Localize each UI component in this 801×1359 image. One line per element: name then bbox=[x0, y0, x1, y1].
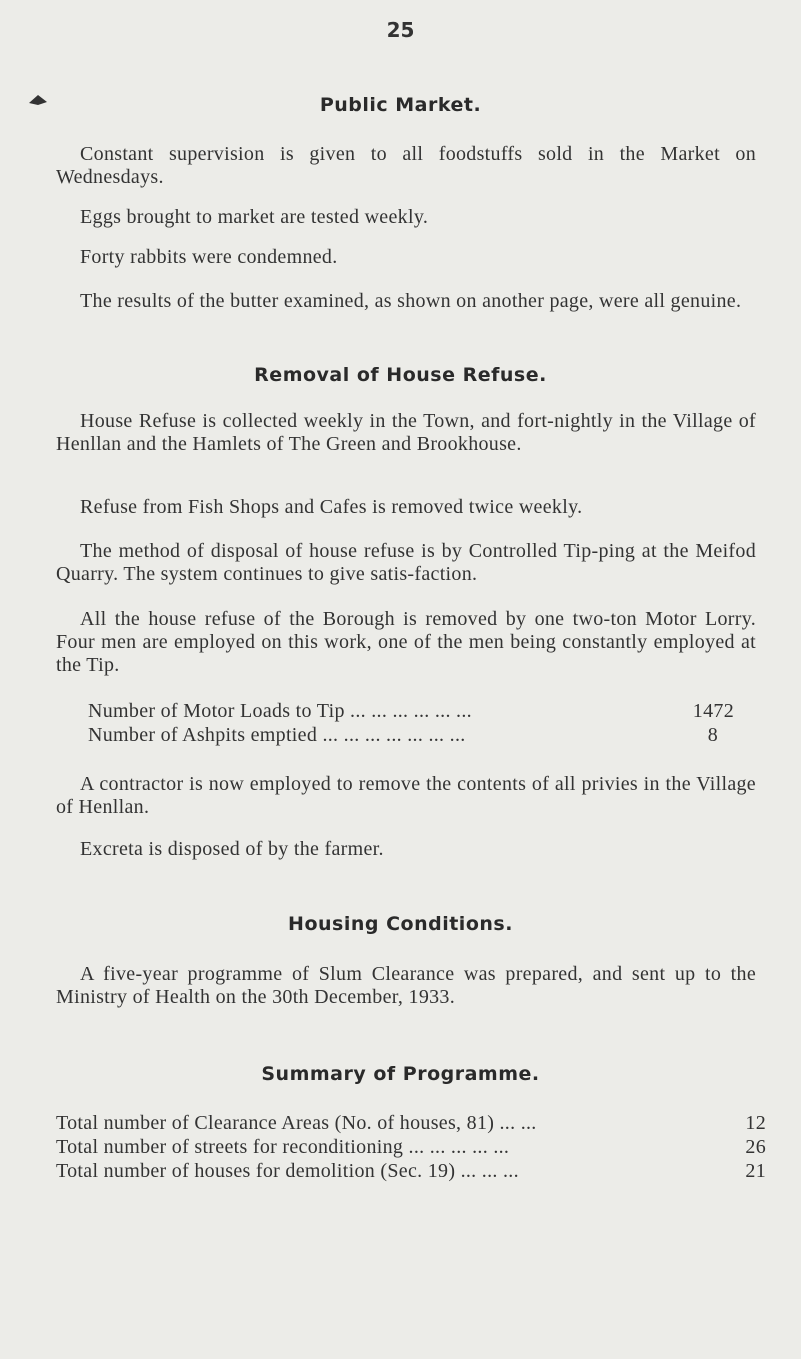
paragraph: The method of disposal of house refuse is by Controlled Tip-ping at the Meifod Quarry. The system continues to give satis-faction. bbox=[56, 540, 756, 585]
public-market-heading: Public Market. bbox=[319, 94, 482, 116]
paragraph: House Refuse is collected weekly in the Town, and fort-nightly in the Village of Henllan and the Hamlets of The Green and Brookhouse. bbox=[56, 410, 756, 455]
summary-label: Total number of houses for demolition (Sec. 19) ... ... ... bbox=[56, 1160, 519, 1182]
paragraph: All the house refuse of the Borough is removed by one two-ton Motor Lorry. Four men are employed on this work, one of the men being constantly employed at the Tip. bbox=[56, 608, 756, 676]
paragraph: A contractor is now employed to remove the contents of all privies in the Village of Henllan. bbox=[56, 773, 756, 818]
paragraph: Refuse from Fish Shops and Cafes is removed twice weekly. bbox=[80, 496, 583, 518]
housing-heading: Housing Conditions. bbox=[288, 913, 513, 935]
page-number: 25 bbox=[386, 18, 415, 42]
paragraph: The results of the butter examined, as shown on another page, were all genuine. bbox=[80, 290, 742, 312]
summary-value: 26 bbox=[745, 1136, 766, 1158]
stat-value: 1472 bbox=[692, 700, 734, 722]
stat-row bbox=[88, 700, 734, 724]
paragraph: Constant supervision is given to all foodstuffs sold in the Market on Wednesdays. bbox=[56, 143, 756, 188]
summary-row bbox=[56, 1136, 766, 1160]
paragraph: Eggs brought to market are tested weekly. bbox=[80, 206, 429, 228]
stat-label: Number of Motor Loads to Tip ... ... ... ... ... ... bbox=[88, 700, 472, 722]
paragraph: Forty rabbits were condemned. bbox=[80, 246, 338, 268]
summary-heading: Summary of Programme. bbox=[261, 1063, 540, 1085]
summary-label: Total number of streets for reconditioning ... ... ... ... ... bbox=[56, 1136, 510, 1158]
refuse-heading: Removal of House Refuse. bbox=[254, 364, 547, 386]
paragraph: A five-year programme of Slum Clearance was prepared, and sent up to the Ministry of Health on the 30th December, 1933. bbox=[56, 963, 756, 1008]
summary-row bbox=[56, 1160, 766, 1184]
stat-value: 8 bbox=[707, 724, 718, 746]
summary-row bbox=[56, 1112, 766, 1136]
paragraph: Excreta is disposed of by the farmer. bbox=[80, 838, 384, 860]
summary-label: Total number of Clearance Areas (No. of houses, 81) ... ... bbox=[56, 1112, 537, 1134]
stat-row bbox=[88, 724, 718, 748]
summary-value: 21 bbox=[745, 1160, 766, 1182]
stat-label: Number of Ashpits emptied ... ... ... ... ... ... ... bbox=[88, 724, 466, 746]
summary-value: 12 bbox=[745, 1112, 766, 1134]
